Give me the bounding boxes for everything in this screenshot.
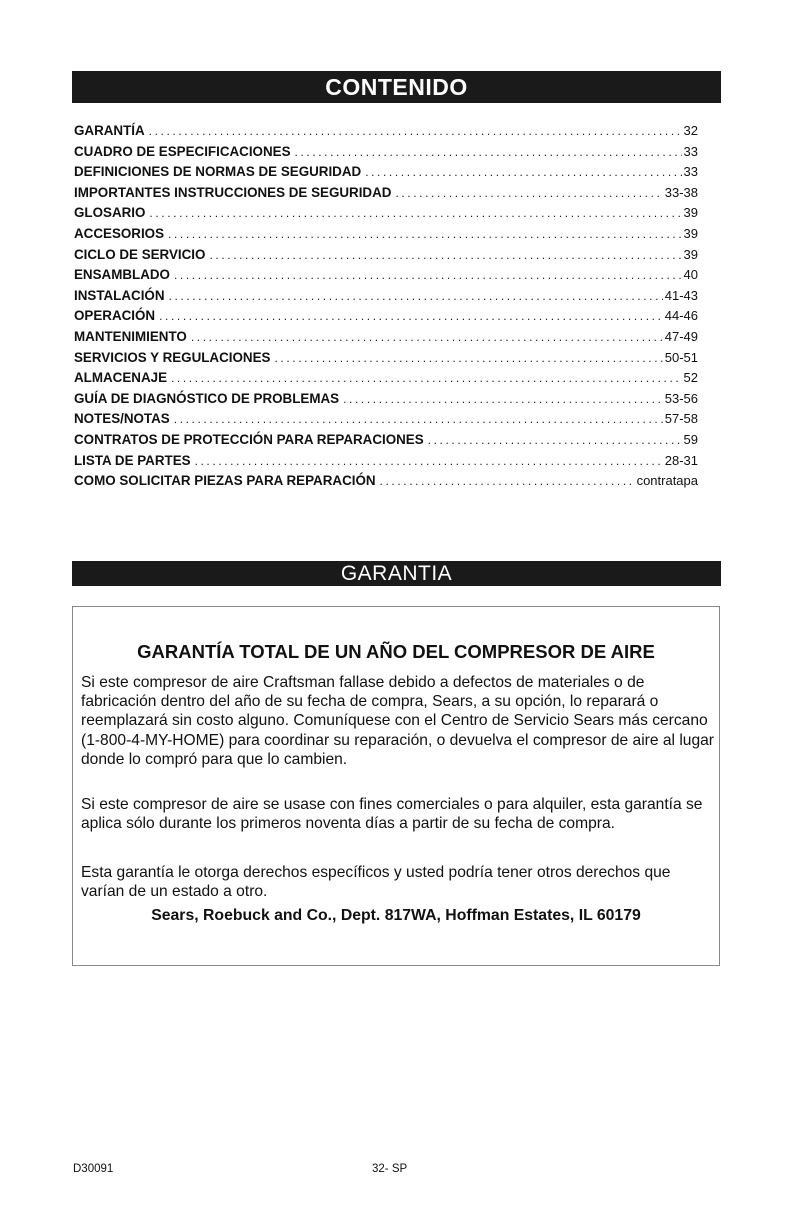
warranty-title: GARANTÍA TOTAL DE UN AÑO DEL COMPRESOR DE AIRE xyxy=(137,641,655,662)
toc-entry xyxy=(74,205,698,226)
toc-entry-page: 57-58 xyxy=(664,411,698,427)
toc-entry-title: COMO SOLICITAR PIEZAS PARA REPARACIÓN xyxy=(74,473,376,489)
toc-entry xyxy=(74,288,698,309)
toc-leader xyxy=(395,186,662,200)
toc-leader xyxy=(191,330,663,344)
toc-leader xyxy=(428,433,682,447)
toc-entry-title: GUÍA DE DIAGNÓSTICO DE PROBLEMAS xyxy=(74,390,340,406)
warranty-paragraph: Si este compresor de aire se usase con fines comerciales o para alquiler, esta garantía se aplica sólo durante los primeros noventa días a partir de su fecha de compra. xyxy=(81,796,703,833)
warranty-paragraph: Esta garantía le otorga derechos específicos y usted podría tener otros derechos que varían de un estado a otro. xyxy=(81,864,671,901)
toc-entry xyxy=(74,144,698,165)
toc-leader xyxy=(365,165,681,179)
toc-leader xyxy=(274,351,662,365)
table-of-contents xyxy=(74,123,698,494)
toc-entry xyxy=(74,226,698,247)
toc-entry-title: MANTENIMIENTO xyxy=(74,328,187,344)
toc-leader xyxy=(149,124,682,138)
contents-heading: CONTENIDO xyxy=(72,71,721,103)
toc-entry-title: INSTALACIÓN xyxy=(74,287,165,303)
toc-entry xyxy=(74,267,698,288)
page-number: 32- SP xyxy=(372,1163,408,1175)
warranty-heading: GARANTIA xyxy=(72,561,721,586)
toc-entry-page: 53-56 xyxy=(664,390,698,406)
toc-entry xyxy=(74,350,698,371)
toc-leader xyxy=(343,392,663,406)
warranty-box xyxy=(72,606,720,966)
toc-entry xyxy=(74,432,698,453)
toc-entry-page: contratapa xyxy=(636,473,698,489)
toc-entry xyxy=(74,453,698,474)
toc-leader xyxy=(195,454,663,468)
toc-entry-title: LISTA DE PARTES xyxy=(74,452,191,468)
toc-entry-title: SERVICIOS Y REGULACIONES xyxy=(74,349,271,365)
toc-leader xyxy=(168,227,682,241)
toc-entry-page: 41-43 xyxy=(664,287,698,303)
toc-leader xyxy=(380,474,635,488)
toc-entry-title: CONTRATOS DE PROTECCIÓN PARA REPARACIONES xyxy=(74,431,424,447)
toc-leader xyxy=(174,412,663,426)
warranty-paragraph: Si este compresor de aire Craftsman fallase debido a defectos de materiales o de fabricación dentro del año de su fecha de compra, Sears, a su opción, lo reparará o reemplazará sin costo alguno. Comuníquese con el Centro de Servicio Sears más cercano (1-800-4-MY-HOME) para coordinar su reparación, o devuelva el compresor de aire al lugar donde lo compró para que lo cambien. xyxy=(81,674,715,768)
toc-entry-title: GLOSARIO xyxy=(74,205,146,221)
toc-entry-title: IMPORTANTES INSTRUCCIONES DE SEGURIDAD xyxy=(74,184,392,200)
toc-entry-page: 33 xyxy=(683,143,698,159)
toc-entry-page: 44-46 xyxy=(664,308,698,324)
toc-leader xyxy=(159,309,663,323)
toc-entry-page: 47-49 xyxy=(664,328,698,344)
toc-entry-title: DEFINICIONES DE NORMAS DE SEGURIDAD xyxy=(74,164,362,180)
toc-entry-page: 39 xyxy=(683,205,698,221)
toc-entry-page: 52 xyxy=(683,370,698,386)
toc-entry xyxy=(74,164,698,185)
toc-entry xyxy=(74,329,698,350)
toc-leader xyxy=(171,371,682,385)
toc-entry-page: 28-31 xyxy=(664,452,698,468)
toc-entry-title: GARANTÍA xyxy=(74,123,145,138)
warranty-address: Sears, Roebuck and Co., Dept. 817WA, Hoffman Estates, IL 60179 xyxy=(151,907,641,924)
toc-leader xyxy=(149,206,681,220)
toc-leader xyxy=(209,248,681,262)
toc-entry-title: CICLO DE SERVICIO xyxy=(74,246,206,262)
toc-entry xyxy=(74,308,698,329)
toc-entry-page: 39 xyxy=(683,225,698,241)
toc-entry xyxy=(74,370,698,391)
toc-entry-page: 39 xyxy=(683,246,698,262)
toc-entry-title: CUADRO DE ESPECIFICACIONES xyxy=(74,143,291,159)
toc-entry-title: NOTES/NOTAS xyxy=(74,411,170,427)
toc-entry xyxy=(74,411,698,432)
toc-leader xyxy=(169,289,663,303)
toc-entry-page: 59 xyxy=(683,431,698,447)
toc-entry-page: 33-38 xyxy=(664,184,698,200)
toc-entry-page: 50-51 xyxy=(664,349,698,365)
toc-entry-page: 32 xyxy=(683,123,698,138)
toc-entry xyxy=(74,185,698,206)
toc-entry-title: ALMACENAJE xyxy=(74,370,167,386)
toc-entry xyxy=(74,391,698,412)
toc-entry-title: ACCESORIOS xyxy=(74,225,165,241)
toc-entry-page: 40 xyxy=(683,267,698,283)
toc-entry-title: ENSAMBLADO xyxy=(74,267,170,283)
toc-entry xyxy=(74,473,698,494)
toc-entry-page: 33 xyxy=(683,164,698,180)
toc-leader xyxy=(295,145,682,159)
toc-entry xyxy=(74,123,698,144)
document-code: D30091 xyxy=(73,1163,114,1175)
toc-leader xyxy=(174,268,682,282)
toc-entry xyxy=(74,247,698,268)
toc-entry-title: OPERACIÓN xyxy=(74,308,156,324)
